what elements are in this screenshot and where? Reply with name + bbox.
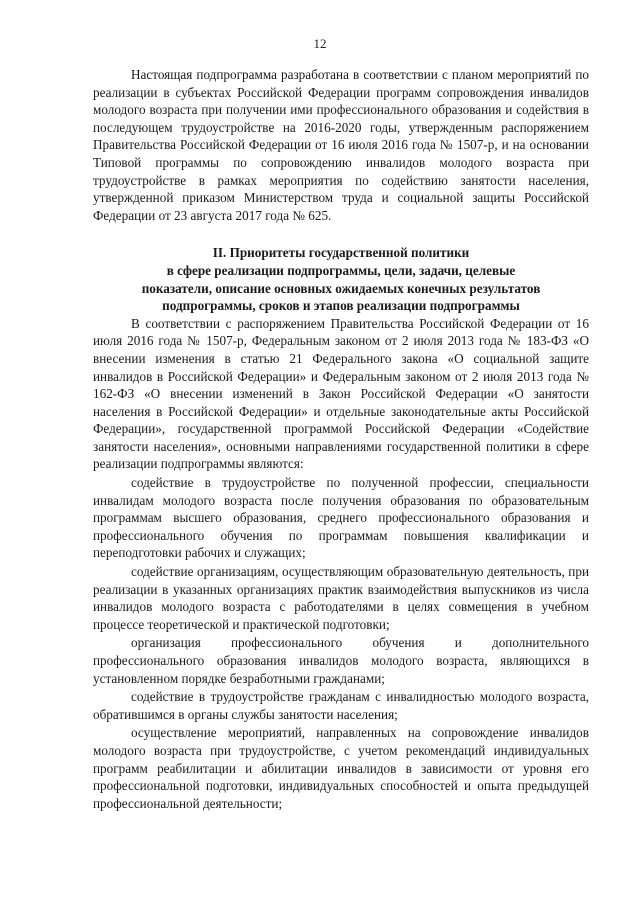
section-heading bbox=[93, 244, 589, 314]
direction-item: содействие в трудоустройстве гражданам с инвалидностью молодого возраста, обратившимся в органы службы занятости населения; bbox=[93, 689, 589, 722]
section-heading-line: II. Приоритеты государственной политики bbox=[212, 245, 470, 261]
document-body bbox=[93, 66, 589, 812]
page-number: 12 bbox=[313, 36, 327, 51]
direction-item: содействие в трудоустройстве по полученной профессии, специальности инвалидам молодого возраста после получения образования по образовательным программам высшего образования, среднего профессионального образования и профессионального обучения по программам повышения квалификации и переподготовки рабочих и служащих; bbox=[93, 475, 589, 561]
direction-item: содействие организациям, осуществляющим образовательную деятельность, при реализации в указанных организациях практик взаимодействия выпускников из числа инвалидов молодого возраста с работодателями в целях совмещения в учебном процессе теоретической и практической подготовки; bbox=[93, 564, 589, 632]
section-paragraph: В соответствии с распоряжением Правительства Российской Федерации от 16 июля 2016 года № 1507-р, Федеральным законом от 2 июля 2013 года № 183-ФЗ «О внесении изменения в статью 21 Федерального закона «О социальной защите инвалидов в Российской Федерации» и Федеральным законом от 2 июля 2013 года № 162-ФЗ «О внесении изменений в Закон Российской Федерации «О занятости населения в Российской Федерации» и отдельные законодательные акты Российской Федерации», государственной программой Российской Федерации «Содействие занятости населения», основными направлениями государственной политики в сфере реализации подпрограммы являются: bbox=[93, 315, 589, 472]
section-heading-line: показатели, описание основных ожидаемых конечных результатов bbox=[141, 280, 541, 296]
intro-paragraph: Настоящая подпрограмма разработана в соответствии с планом мероприятий по реализации в субъектах Российской Федерации программ сопровождения инвалидов молодого возраста при получении ими профессионального образования и содействия в последующем трудоустройстве на 2016-2020 годы, утвержденным распоряжением Правительства Российской Федерации от 16 июля 2016 года № 1507-р, и на основании Типовой программы по сопровождению инвалидов молодого возраста при трудоустройстве в рамках мероприятия по содействию занятости населения, утвержденной приказом Министерством труда и социальной защиты Российской Федерации от 23 августа 2017 года № 625. bbox=[93, 67, 589, 223]
section-heading-line: подпрограммы, сроков и этапов реализации подпрограммы bbox=[162, 298, 520, 314]
direction-item: осуществление мероприятий, направленных на сопровождение инвалидов молодого возраста при трудоустройстве, с учетом рекомендаций индивидуальных программ реабилитации и абилитации инвалидов в зависимости от уровня его профессиональной подготовки, индивидуальных способностей и опыта предыдущей профессиональной деятельности; bbox=[93, 725, 589, 811]
direction-item: организация профессионального обучения и дополнительного профессионального образования инвалидов молодого возраста, являющихся в установленном порядке безработными гражданами; bbox=[93, 635, 589, 686]
section-heading-line: в сфере реализации подпрограммы, цели, задачи, целевые bbox=[166, 262, 516, 278]
